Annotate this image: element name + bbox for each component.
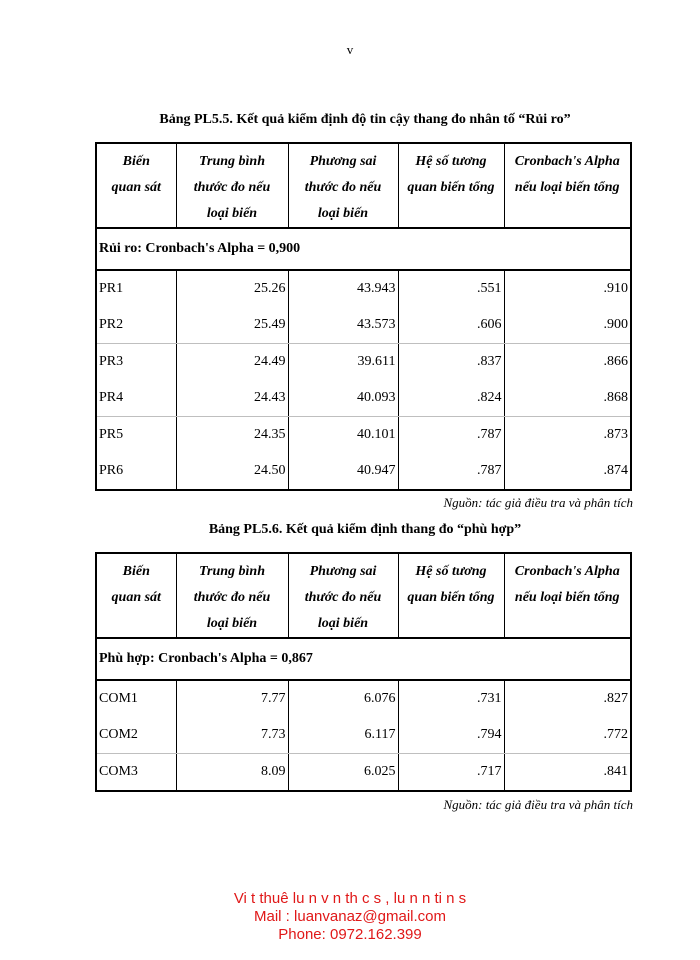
variable-name-cell: COM3 <box>96 754 176 792</box>
footer-email: Mail : luanvanaz@gmail.com <box>254 908 446 925</box>
table-row <box>96 754 631 792</box>
table-row <box>96 380 631 417</box>
value-cell: 7.73 <box>176 717 288 754</box>
table2-caption: Bảng PL5.6. Kết quả kiểm định thang đo “phù hợp” <box>208 522 522 537</box>
value-cell: 6.025 <box>288 754 398 792</box>
value-cell: .717 <box>398 754 504 792</box>
table-row <box>96 307 631 344</box>
variable-name-cell: PR2 <box>96 307 176 344</box>
value-cell: .787 <box>398 417 504 454</box>
value-cell: 40.101 <box>288 417 398 454</box>
value-cell: .787 <box>398 453 504 490</box>
value-cell: .873 <box>603 427 628 442</box>
table-header-row <box>96 143 631 228</box>
value-cell: 8.09 <box>176 754 288 792</box>
value-cell: .841 <box>603 764 628 779</box>
variable-name-cell: PR5 <box>96 417 176 454</box>
header-item-total-correlation: Hệ số tương quan biến tổng <box>398 143 504 228</box>
value-cell: .837 <box>398 344 504 381</box>
table1-source: Nguồn: tác giả điều tra và phân tích <box>443 495 633 510</box>
reliability-table-risk <box>95 142 632 491</box>
group-label: Phù hợp: Cronbach's Alpha = 0,867 <box>96 638 631 680</box>
value-cell: 43.943 <box>288 270 398 307</box>
value-cell: .866 <box>603 354 628 369</box>
value-cell: .910 <box>603 281 628 296</box>
footer-phone: Phone: 0972.162.399 <box>278 926 422 943</box>
value-cell: 24.50 <box>176 453 288 490</box>
table-row <box>96 453 631 490</box>
value-cell: 39.611 <box>288 344 398 381</box>
variable-name-cell: PR4 <box>96 380 176 417</box>
value-cell: 25.26 <box>176 270 288 307</box>
table2-source: Nguồn: tác giả điều tra và phân tích <box>443 797 633 812</box>
group-label: Rủi ro: Cronbach's Alpha = 0,900 <box>96 228 631 270</box>
value-cell: .824 <box>398 380 504 417</box>
value-cell: .772 <box>504 717 631 754</box>
variable-name-cell: COM1 <box>96 680 176 717</box>
variable-name-cell: PR3 <box>96 344 176 381</box>
header-observed-variable: Biến quan sát <box>96 553 176 638</box>
header-alpha-if-deleted: Cronbach's Alpha nếu loại biến tổng <box>504 553 631 638</box>
header-item-total-correlation: Hệ số tương quan biến tổng <box>398 553 504 638</box>
table2-body <box>96 680 631 791</box>
page-number: v <box>346 42 354 57</box>
value-cell: .868 <box>504 380 631 417</box>
variable-name-cell: COM2 <box>96 717 176 754</box>
value-cell: 24.49 <box>176 344 288 381</box>
header-alpha-if-deleted: Cronbach's Alpha nếu loại biến tổng <box>504 143 631 228</box>
table-row <box>96 270 631 307</box>
header-scale-variance: Phương sai thước đo nếu loại biến <box>288 143 398 228</box>
reliability-table-fit <box>95 552 632 792</box>
value-cell: .606 <box>398 307 504 344</box>
value-cell: 43.573 <box>288 307 398 344</box>
header-scale-mean: Trung bình thước đo nếu loại biến <box>176 143 288 228</box>
value-cell: 40.093 <box>288 380 398 417</box>
value-cell: .900 <box>504 307 631 344</box>
value-cell: .827 <box>603 691 628 706</box>
footer-service-line: Vi t thuê lu n v n th c s , lu n n ti n s <box>233 890 467 907</box>
value-cell: 24.43 <box>176 380 288 417</box>
table-row <box>96 717 631 754</box>
value-cell: .731 <box>398 680 504 717</box>
header-scale-variance: Phương sai thước đo nếu loại biến <box>288 553 398 638</box>
table1-body <box>96 270 631 490</box>
table1-caption: Bảng PL5.5. Kết quả kiểm định độ tin cậy thang đo nhân tố “Rủi ro” <box>159 112 571 127</box>
value-cell: 6.117 <box>288 717 398 754</box>
table-header-row <box>96 553 631 638</box>
table-row <box>96 417 631 454</box>
value-cell: .874 <box>603 463 628 478</box>
value-cell: .551 <box>398 270 504 307</box>
value-cell: 24.35 <box>176 417 288 454</box>
value-cell: 40.947 <box>288 453 398 490</box>
value-cell: 7.77 <box>176 680 288 717</box>
table-row <box>96 680 631 717</box>
table-row <box>96 344 631 381</box>
value-cell: 25.49 <box>176 307 288 344</box>
header-observed-variable: Biến quan sát <box>96 143 176 228</box>
header-scale-mean: Trung bình thước đo nếu loại biến <box>176 553 288 638</box>
variable-name-cell: PR1 <box>96 270 176 307</box>
value-cell: .794 <box>398 717 504 754</box>
variable-name-cell: PR6 <box>96 453 176 490</box>
value-cell: 6.076 <box>288 680 398 717</box>
